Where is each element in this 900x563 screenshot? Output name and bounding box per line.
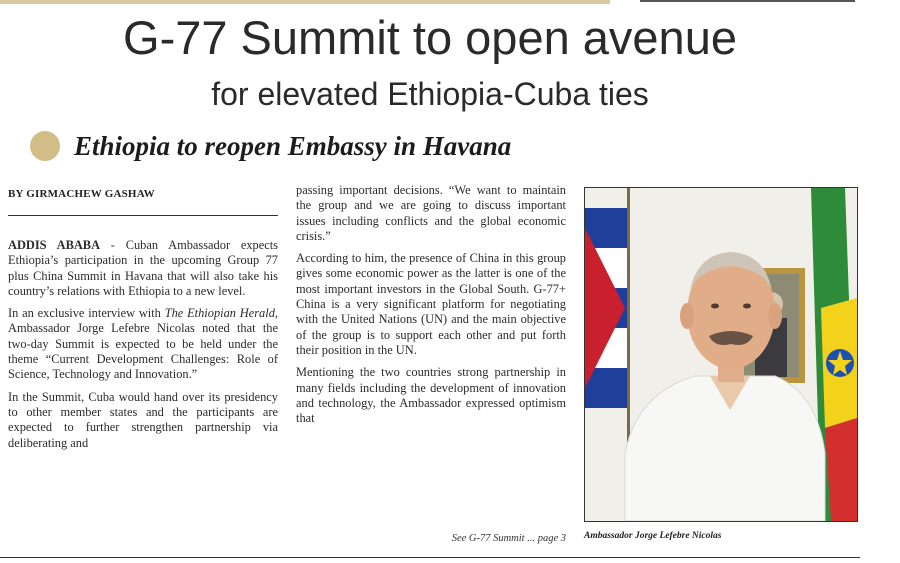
- photo-caption: Ambassador Jorge Lefebre Nicolas: [584, 531, 722, 541]
- headline: G-77 Summit to open avenue: [123, 11, 737, 64]
- ambassador-photo: [584, 187, 858, 522]
- bottom-divider: [0, 557, 860, 558]
- kicker-headline: Ethiopia to reopen Embassy in Havana: [74, 131, 512, 161]
- top-decorative-rule: [0, 0, 610, 4]
- paragraph: According to him, the presence of China in this group gives some economic power as the latter is one of the most important investors in the Global South. G-77+ China is a very significant platform for negotiating with the United Nations (UN) and the main objective of the group is to support each other and put forth their position in the UN.: [296, 251, 566, 357]
- paragraph-text: In an exclusive interview with: [8, 306, 165, 321]
- photo-illustration: [585, 188, 857, 521]
- top-thin-rule: [640, 0, 855, 2]
- publication-name: The Ethiopian Herald: [164, 306, 275, 321]
- dateline: ADDIS ABABA: [8, 238, 101, 252]
- article-column-2: [296, 183, 566, 433]
- continuation-link[interactable]: See G-77 Summit ... page 3: [451, 533, 566, 544]
- subheadline: for elevated Ethiopia-Cuba ties: [211, 76, 649, 112]
- byline: BY GIRMACHEW GASHAW: [8, 188, 155, 200]
- paragraph-text: , Ambassador Jorge Lefebre Nicolas noted that the two-day Summit is expected to be held under the theme “Current Development Challenges: Role of Science, Technology and Innovation.”: [8, 306, 278, 382]
- paragraph: In the Summit, Cuba would hand over its presidency to other member states and the participants are expected to further strengthen partnership via deliberating and: [8, 389, 278, 450]
- byline-divider: [8, 215, 278, 216]
- paragraph-text: - Cuban Ambassador expects Ethiopia’s participation in the upcoming Group 77 plus China Summit in Havana that will also take his country’s relations with Ethiopia to a new level.: [8, 238, 278, 298]
- article-column-1: [8, 238, 278, 458]
- paragraph: Mentioning the two countries strong partnership in many fields including the development of innovation and technology, the Ambassador expressed optimism that: [296, 365, 566, 426]
- paragraph: [8, 238, 278, 299]
- bullet-dot-icon: [30, 131, 60, 161]
- paragraph: passing important decisions. “We want to maintain the group and we are going to discuss important issues including conflicts and the global economic crisis.”: [296, 183, 566, 243]
- paragraph: [8, 306, 278, 382]
